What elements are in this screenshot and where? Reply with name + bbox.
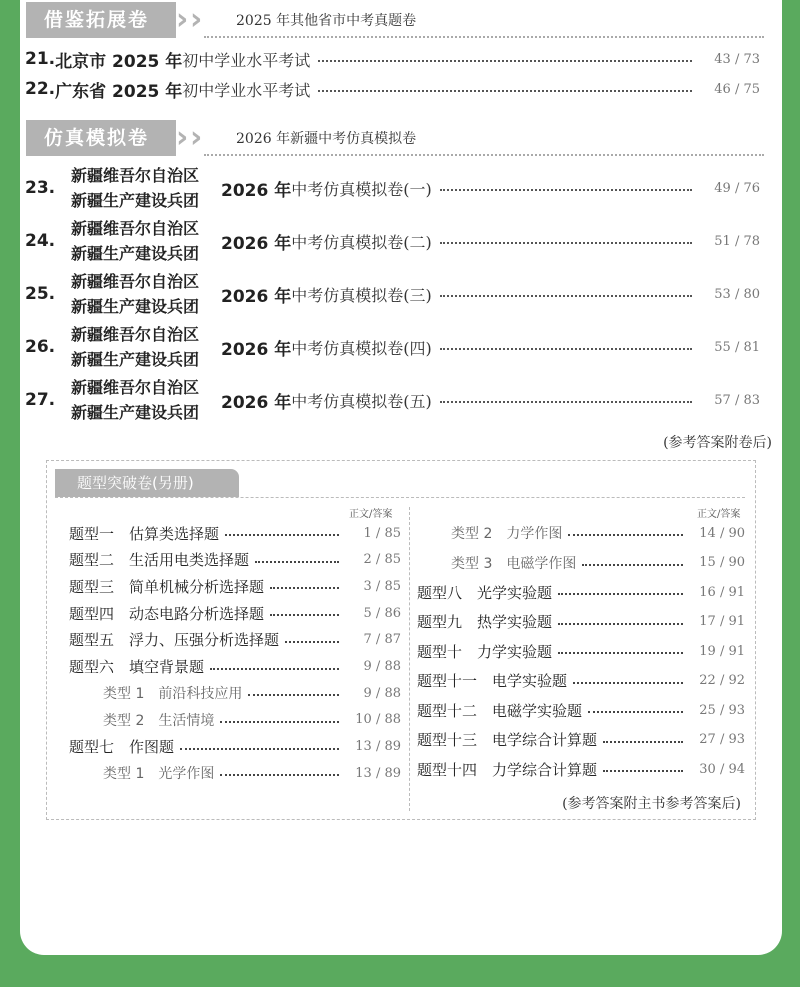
leader-dots — [568, 534, 683, 536]
type-page: 7 / 87 — [363, 632, 401, 648]
type-label: 题型五 浮力、压强分析选择题 — [69, 631, 280, 650]
item-region — [71, 163, 221, 213]
item-year: 2026 年 — [221, 233, 292, 254]
section-tag: 借鉴拓展卷 — [26, 2, 176, 38]
item-page: 51 / 78 — [714, 233, 760, 249]
leader-dots — [270, 614, 339, 616]
type-item[interactable] — [451, 552, 745, 574]
item-page: 53 / 80 — [714, 286, 760, 302]
type-item[interactable] — [417, 729, 745, 751]
item-number: 22. — [25, 79, 56, 99]
item-year: 2026 年 — [221, 180, 292, 201]
type-label: 类型 3 电磁学作图 — [451, 555, 577, 572]
item-number: 27. — [25, 390, 56, 410]
leader-dots — [440, 295, 692, 297]
leader-dots — [225, 534, 339, 536]
leader-dots — [558, 593, 683, 595]
item-number: 25. — [25, 284, 56, 304]
answer-note: (参考答案附卷后) — [663, 435, 772, 451]
leader-dots — [603, 770, 683, 772]
type-label: 类型 1 光学作图 — [103, 766, 215, 783]
item-region: 广东省 2025 年 — [55, 81, 183, 102]
item-region-line2: 新疆生产建设兵团 — [71, 350, 200, 369]
section-divider — [204, 36, 764, 38]
type-item[interactable] — [69, 549, 401, 571]
type-item[interactable] — [69, 522, 401, 544]
type-label: 题型二 生活用电类选择题 — [69, 551, 250, 570]
type-item[interactable] — [417, 699, 745, 721]
type-page: 3 / 85 — [363, 578, 401, 594]
leader-dots — [582, 564, 683, 566]
leader-dots — [588, 711, 683, 713]
item-region-line2: 新疆生产建设兵团 — [71, 244, 200, 263]
leader-dots — [255, 561, 339, 563]
type-page: 19 / 91 — [699, 643, 745, 659]
leader-dots — [210, 668, 339, 670]
section-tag: 仿真模拟卷 — [26, 120, 176, 156]
type-item[interactable] — [417, 640, 745, 662]
section-header-mock — [26, 120, 766, 156]
leader-dots — [440, 401, 692, 403]
toc-item-27[interactable] — [25, 375, 760, 425]
type-label: 题型三 简单机械分析选择题 — [69, 577, 265, 596]
item-title: 中考仿真模拟卷(四) — [291, 338, 432, 358]
type-label: 题型六 填空背景题 — [69, 658, 205, 676]
box-divider — [55, 497, 745, 498]
chevron-right-icon: › — [176, 120, 189, 155]
item-region-line1: 新疆维吾尔自治区 — [71, 272, 200, 291]
type-item[interactable] — [417, 670, 745, 692]
type-page: 27 / 93 — [699, 732, 745, 747]
toc-item-24[interactable] — [25, 216, 760, 266]
type-item[interactable] — [417, 758, 745, 780]
type-page: 9 / 88 — [363, 659, 401, 674]
type-item[interactable] — [69, 736, 401, 758]
type-page: 5 / 86 — [363, 605, 401, 621]
type-label: 类型 1 前沿科技应用 — [103, 686, 243, 703]
type-page: 2 / 85 — [363, 552, 401, 568]
type-page: 22 / 92 — [699, 673, 745, 688]
item-page: 55 / 81 — [714, 339, 760, 355]
chevron-right-icon: › — [190, 120, 203, 155]
item-title: 中考仿真模拟卷(三) — [291, 285, 432, 305]
type-item[interactable] — [417, 611, 745, 633]
item-page: 43 / 73 — [714, 51, 760, 67]
box-tag: 题型突破卷(另册) — [55, 469, 239, 497]
toc-item-25[interactable] — [25, 269, 760, 319]
type-item[interactable] — [103, 682, 401, 704]
item-page: 57 / 83 — [714, 392, 760, 408]
section-description: 2025 年其他省市中考真题卷 — [236, 13, 417, 29]
breakthrough-note: (参考答案附主书参考答案后) — [562, 796, 741, 812]
item-region-line2: 新疆生产建设兵团 — [71, 191, 200, 210]
type-item[interactable] — [451, 522, 745, 544]
type-label: 题型十 力学实验题 — [417, 642, 553, 661]
item-region-line1: 新疆维吾尔自治区 — [71, 378, 200, 397]
leader-dots — [573, 682, 683, 684]
leader-dots — [440, 242, 692, 244]
item-year: 2026 年 — [221, 392, 292, 413]
leader-dots — [603, 741, 683, 743]
type-item[interactable] — [103, 709, 401, 731]
toc-item-22[interactable] — [25, 78, 760, 100]
type-label: 类型 2 力学作图 — [451, 526, 563, 542]
item-title: 中考仿真模拟卷(一) — [291, 179, 432, 199]
breakthrough-box — [46, 460, 756, 820]
type-page: 14 / 90 — [699, 525, 745, 541]
leader-dots — [318, 60, 692, 62]
item-region — [71, 322, 221, 372]
toc-item-26[interactable] — [25, 322, 760, 372]
type-label: 题型九 热学实验题 — [417, 613, 553, 631]
type-label: 题型四 动态电路分析选择题 — [69, 604, 265, 623]
item-title: 初中学业水平考试 — [182, 80, 311, 100]
type-label: 题型一 估算类选择题 — [69, 524, 220, 543]
type-item[interactable] — [69, 602, 401, 624]
item-region — [71, 269, 221, 319]
type-item[interactable] — [69, 629, 401, 651]
type-item[interactable] — [69, 656, 401, 678]
type-page: 30 / 94 — [699, 761, 745, 777]
leader-dots — [440, 348, 692, 350]
leader-dots — [558, 652, 683, 654]
item-number: 23. — [25, 178, 56, 198]
leader-dots — [440, 189, 692, 191]
type-page: 17 / 91 — [699, 614, 745, 629]
column-divider — [409, 507, 410, 811]
chevron-right-icon: › — [190, 2, 203, 37]
item-region — [71, 216, 221, 266]
item-number: 26. — [25, 337, 56, 357]
type-label: 题型十二 电磁学实验题 — [417, 701, 583, 720]
type-label: 题型十一 电学实验题 — [417, 672, 568, 690]
item-year: 2026 年 — [221, 286, 292, 307]
section-divider — [204, 154, 764, 156]
type-label: 题型七 作图题 — [69, 738, 175, 757]
toc-item-21[interactable] — [25, 48, 760, 70]
type-page: 25 / 93 — [699, 702, 745, 718]
item-region-line1: 新疆维吾尔自治区 — [71, 166, 200, 185]
item-region — [71, 375, 221, 425]
item-region-line2: 新疆生产建设兵团 — [71, 297, 200, 316]
type-page: 16 / 91 — [699, 584, 745, 600]
type-item[interactable] — [417, 581, 745, 603]
type-item[interactable] — [103, 762, 401, 784]
item-region: 北京市 2025 年 — [55, 51, 183, 72]
section-description: 2026 年新疆中考仿真模拟卷 — [236, 131, 417, 147]
column-header-left: 正文/答案 — [349, 509, 393, 520]
leader-dots — [248, 694, 339, 696]
leader-dots — [220, 721, 339, 723]
item-title: 初中学业水平考试 — [182, 50, 311, 70]
leader-dots — [270, 587, 339, 589]
type-page: 9 / 88 — [363, 685, 401, 701]
type-label: 题型八 光学实验题 — [417, 583, 553, 602]
type-label: 题型十三 电学综合计算题 — [417, 731, 598, 749]
item-title: 中考仿真模拟卷(二) — [291, 232, 432, 252]
leader-dots — [318, 90, 692, 92]
item-number: 24. — [25, 231, 56, 251]
item-page: 49 / 76 — [714, 180, 760, 196]
leader-dots — [558, 623, 683, 625]
item-region-line1: 新疆维吾尔自治区 — [71, 325, 200, 344]
type-label: 题型十四 力学综合计算题 — [417, 760, 598, 779]
item-number: 21. — [25, 49, 56, 69]
chevron-right-icon: › — [176, 2, 189, 37]
item-page: 46 / 75 — [714, 81, 760, 97]
column-header-right: 正文/答案 — [697, 509, 741, 520]
item-region-line1: 新疆维吾尔自治区 — [71, 219, 200, 238]
toc-item-23[interactable] — [25, 163, 760, 213]
type-page: 1 / 85 — [363, 525, 401, 541]
type-label: 类型 2 生活情境 — [103, 712, 215, 729]
item-title: 中考仿真模拟卷(五) — [291, 391, 432, 411]
type-page: 13 / 89 — [355, 739, 401, 755]
leader-dots — [180, 748, 339, 750]
type-page: 10 / 88 — [355, 712, 401, 728]
item-region-line2: 新疆生产建设兵团 — [71, 403, 200, 422]
leader-dots — [285, 641, 339, 643]
item-year: 2026 年 — [221, 339, 292, 360]
leader-dots — [220, 774, 339, 776]
section-header-borrow — [26, 2, 766, 38]
type-page: 15 / 90 — [699, 555, 745, 570]
type-page: 13 / 89 — [355, 765, 401, 781]
type-item[interactable] — [69, 575, 401, 597]
